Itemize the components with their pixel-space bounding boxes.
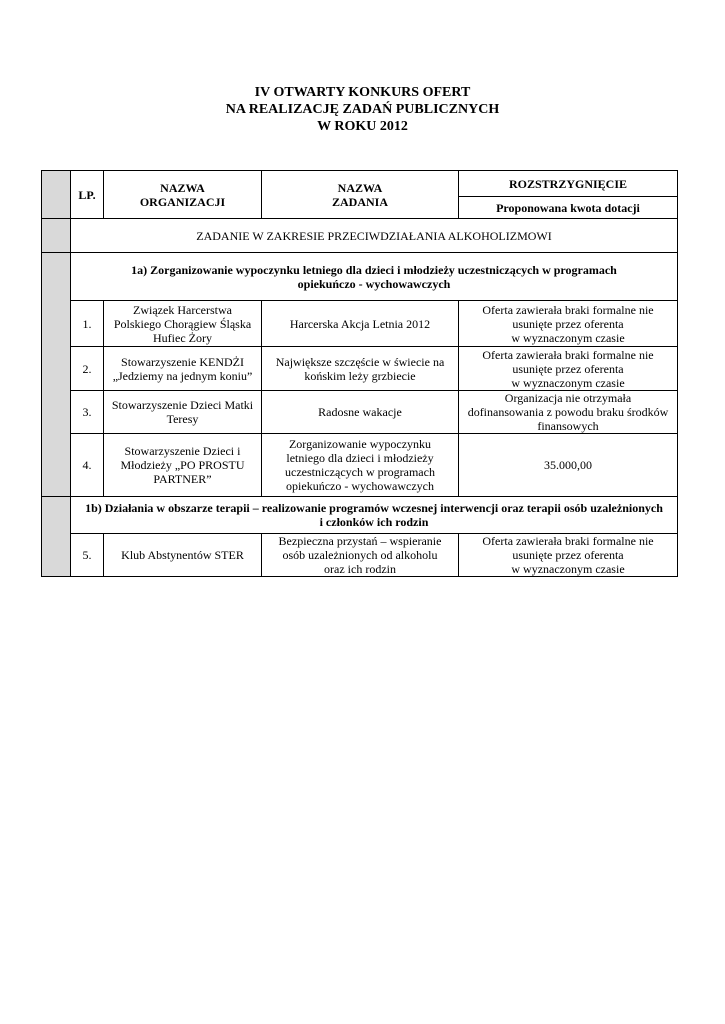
row-lp: 1. (71, 301, 104, 347)
subsection-a-line: 1a) Zorganizowanie wypoczynku letniego dla dzieci i młodzieży uczestniczących w programach (131, 262, 617, 277)
row-task (262, 391, 459, 434)
title-line-1: IV OTWARTY KONKURS OFERT (254, 85, 471, 100)
table-row (42, 301, 678, 347)
row-organization (104, 391, 262, 434)
subsection-b-blank-cell (42, 497, 71, 577)
header-organization (104, 171, 262, 219)
header-organization-line: ORGANIZACJI (139, 194, 226, 209)
subsection-a-blank-cell (42, 253, 71, 497)
header-blank-cell (42, 171, 71, 219)
subsection-b-line: i członków ich rodzin (319, 515, 429, 529)
row-result (459, 347, 678, 391)
organization-line: Teresy (166, 412, 199, 426)
task-line: Radosne wakacje (318, 405, 402, 419)
row-result (459, 391, 678, 434)
task-line: opiekuńczo - wychowawczych (286, 479, 434, 493)
title-line-3: W ROKU 2012 (317, 119, 408, 134)
row-task (262, 347, 459, 391)
result-line: Oferta zawierała braki formalne nie (482, 534, 654, 548)
table-row (42, 347, 678, 391)
result-line: usunięte przez oferenta (512, 548, 624, 562)
organization-line: Młodzieży „PO PROSTU (120, 458, 245, 472)
task-line: Harcerska Akcja Letnia 2012 (289, 316, 431, 331)
subsection-a-title (71, 253, 678, 301)
organization-line: Stowarzyszenie Dzieci i (124, 444, 241, 458)
task-line: Bezpieczna przystań – wspieranie (278, 534, 442, 548)
header-lp: LP. (71, 171, 104, 219)
task-line: uczestniczących w programach (285, 465, 435, 479)
task-line: osób uzależnionych od alkoholu (282, 548, 438, 562)
organization-line: Klub Abstynentów STER (121, 548, 244, 562)
header-organization-line: NAZWA (160, 180, 205, 195)
row-task (262, 434, 459, 497)
row-result (459, 434, 678, 497)
subsection-b-line: 1b) Działania w obszarze terapii – realizowanie programów wczesnej interwencji oraz terapii osób uzależnionych (85, 501, 663, 515)
result-line: finansowych (537, 419, 599, 433)
row-organization (104, 534, 262, 577)
result-line: Organizacja nie otrzymała (504, 391, 632, 405)
row-organization (104, 347, 262, 391)
organization-line: Stowarzyszenie KENDŻI (121, 354, 244, 369)
header-amount: Proponowana kwota dotacji (459, 197, 678, 219)
task-line: letniego dla dzieci i młodzieży (286, 451, 434, 465)
title-line-2: NA REALIZACJĘ ZADAŃ PUBLICZNYCH (225, 102, 500, 117)
result-line: w wyznaczonym czasie (511, 562, 625, 576)
organization-line: Stowarzyszenie Dzieci Matki (111, 398, 254, 412)
result-line: w wyznaczonym czasie (511, 330, 625, 345)
row-result (459, 534, 678, 577)
subsection-a-line: opiekuńczo - wychowawczych (297, 276, 451, 291)
table-row (42, 434, 678, 497)
organization-line: Związek Harcerstwa (133, 302, 232, 317)
table-row (42, 391, 678, 434)
row-organization (104, 434, 262, 497)
row-result (459, 301, 678, 347)
table-row (42, 534, 678, 577)
result-amount: 35.000,00 (544, 458, 592, 472)
row-lp: 4. (71, 434, 104, 497)
result-line: Oferta zawierała braki formalne nie (482, 347, 654, 362)
task-line: Zorganizowanie wypoczynku (288, 437, 432, 451)
result-line: usunięte przez oferenta (512, 361, 624, 376)
document-title (0, 84, 725, 135)
row-task (262, 534, 459, 577)
organization-line: Polskiego Chorągiew Śląska (113, 316, 252, 331)
result-line: dofinansowania z powodu braku środków (467, 405, 669, 419)
row-organization (104, 301, 262, 347)
section-blank-cell (42, 219, 71, 253)
header-result: ROZSTRZYGNIĘCIE (459, 171, 678, 197)
task-line: oraz ich rodzin (324, 562, 396, 576)
task-line: Największe szczęście w świecie na (275, 354, 445, 369)
row-lp: 5. (71, 534, 104, 577)
organization-line: „Jedziemy na jednym koniu” (112, 368, 253, 383)
results-table (41, 170, 678, 577)
row-lp: 3. (71, 391, 104, 434)
task-line: końskim leży grzbiecie (304, 368, 416, 383)
organization-line: PARTNER” (153, 472, 212, 486)
result-line: usunięte przez oferenta (512, 316, 624, 331)
result-line: Oferta zawierała braki formalne nie (482, 302, 654, 317)
result-line: w wyznaczonym czasie (511, 375, 625, 390)
subsection-b-title (71, 497, 678, 534)
row-lp: 2. (71, 347, 104, 391)
header-task-line: NAZWA (337, 180, 383, 195)
header-task (262, 171, 459, 219)
header-task-line: ZADANIA (331, 194, 388, 209)
section-title: ZADANIE W ZAKRESIE PRZECIWDZIAŁANIA ALKOHOLIZMOWI (71, 219, 678, 253)
organization-line: Hufiec Żory (153, 330, 212, 345)
row-task (262, 301, 459, 347)
